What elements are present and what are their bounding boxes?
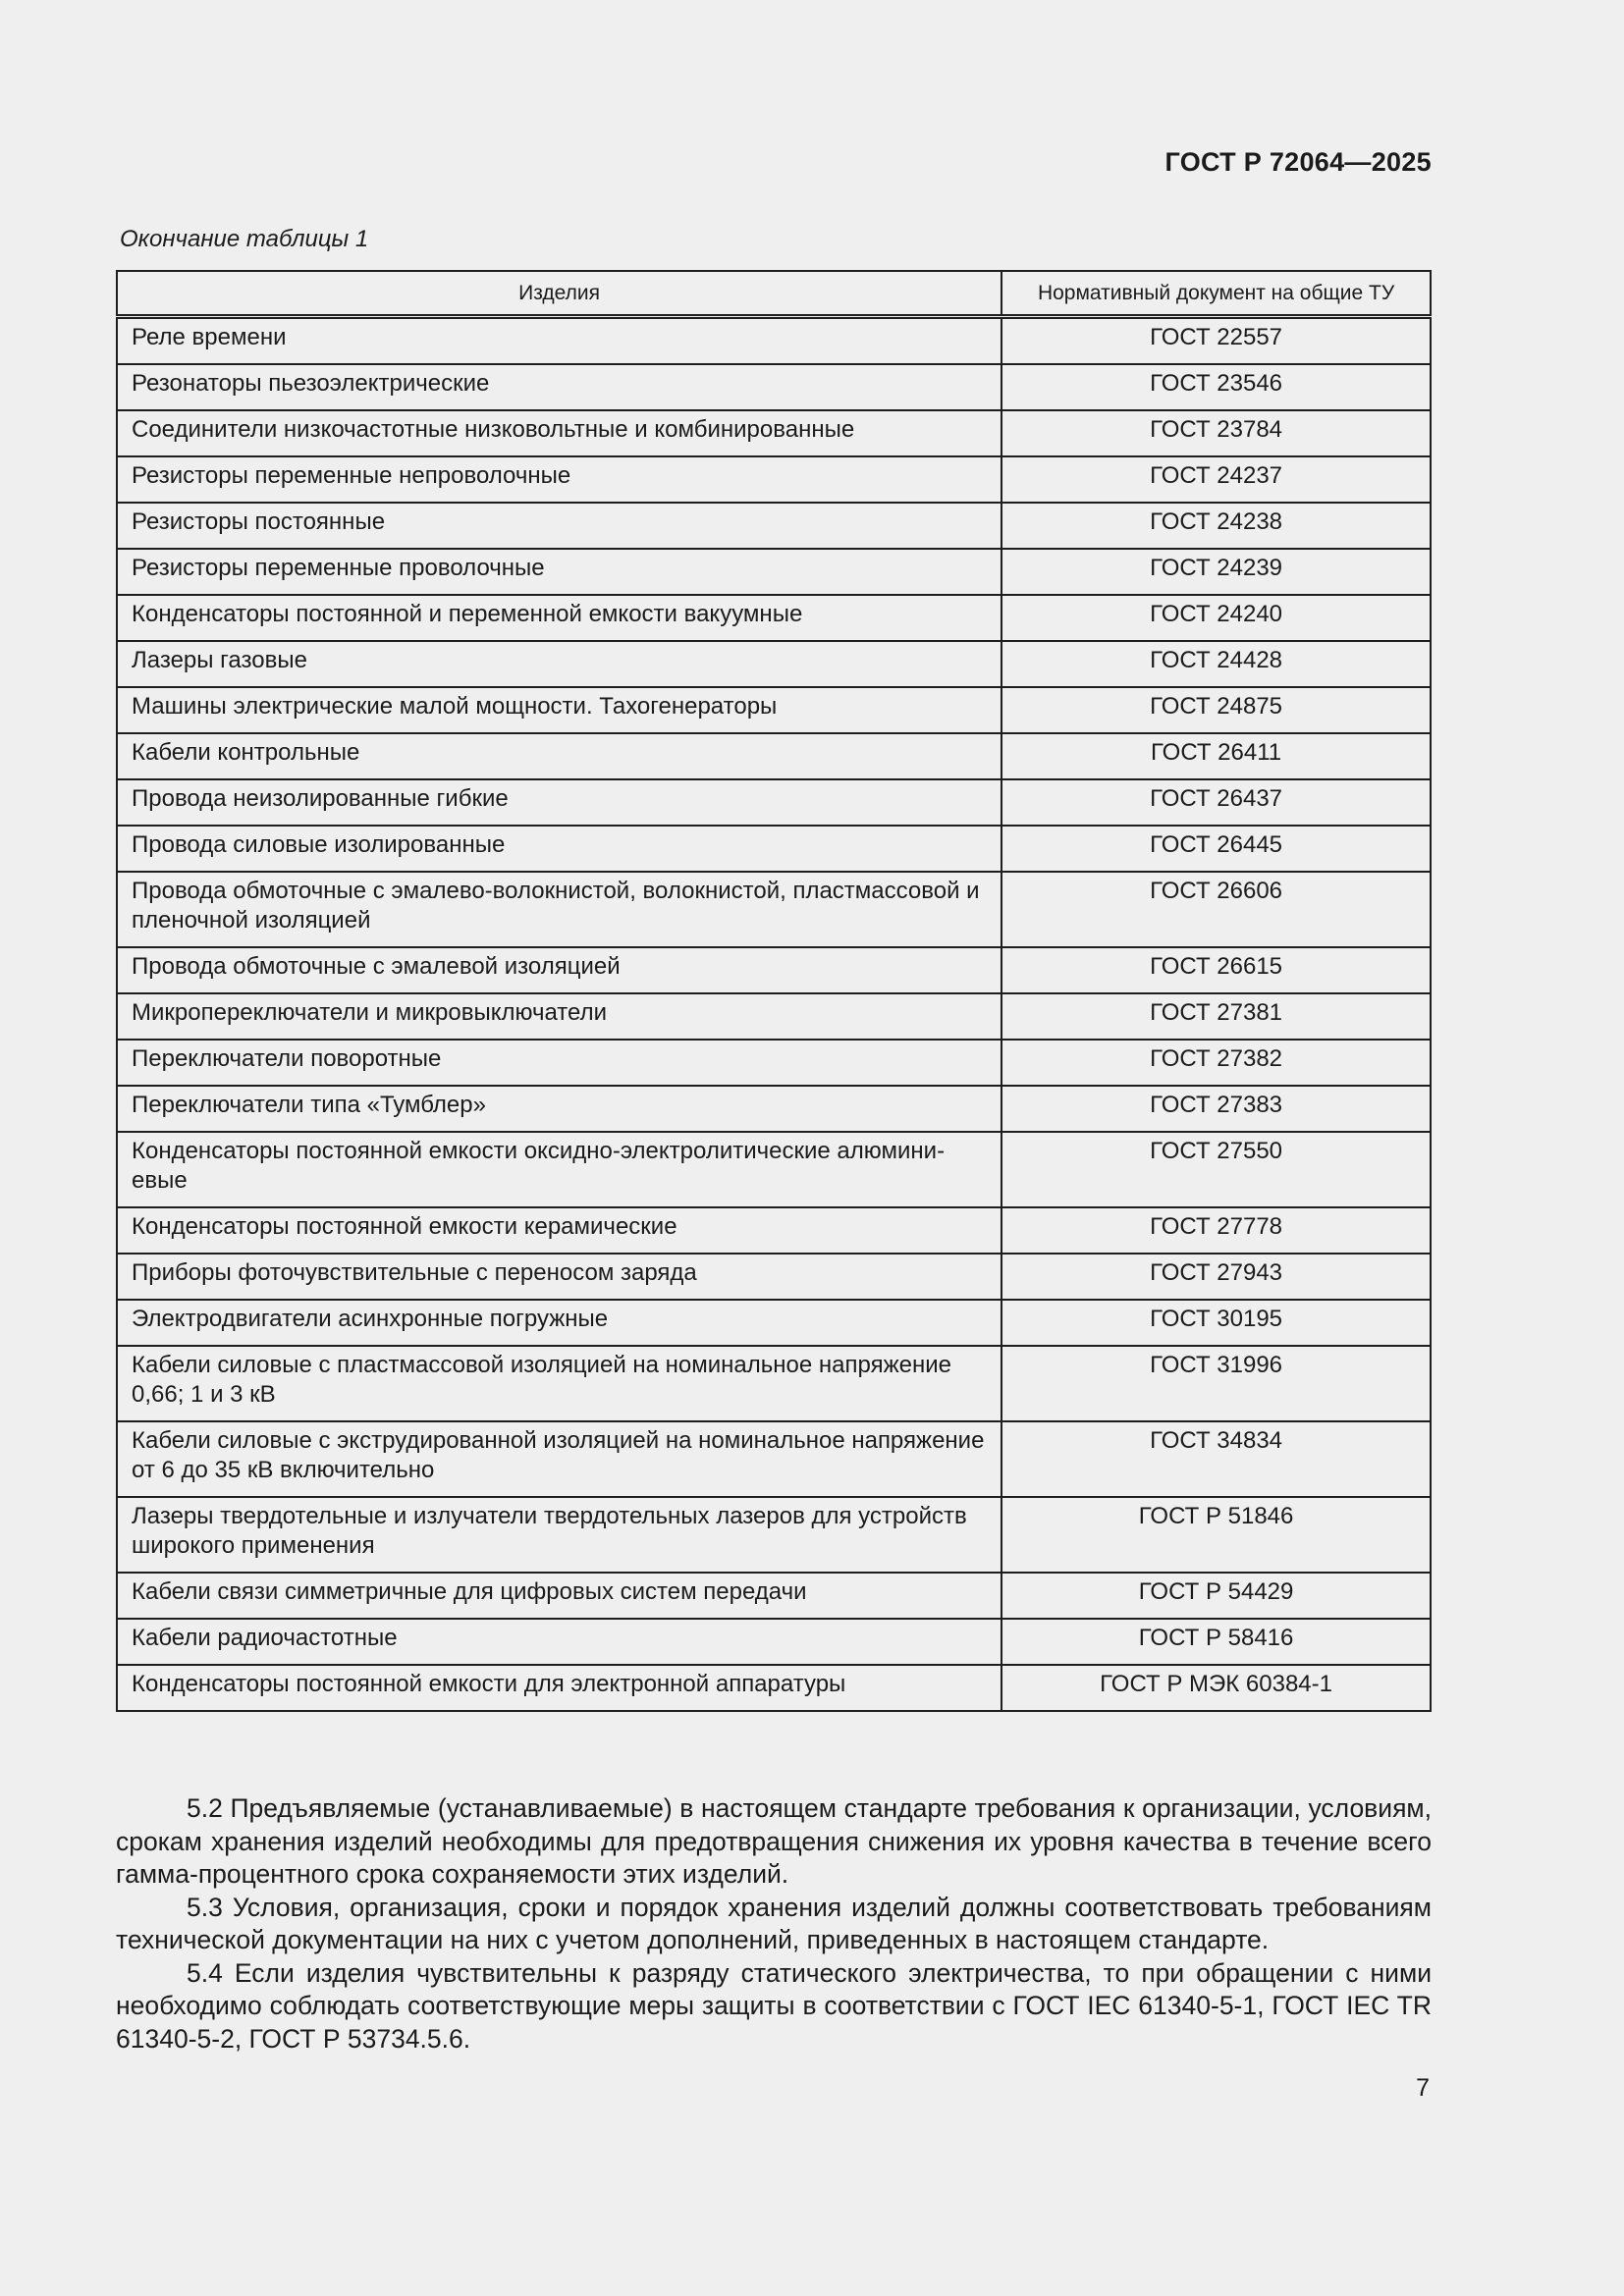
item-name-cell: Лазеры газовые: [117, 641, 1001, 687]
table-row: [117, 826, 1431, 872]
paragraph-5-2: 5.2 Предъявляемые (устанавливаемые) в настоящем стандарте требования к организации, условиям, срокам хранения изделий необходимы для предотвращения снижения их уровня качества в течение всего гамма-процентного срока сохраняемости этих изделий.: [116, 1793, 1432, 1889]
item-name-cell: Машины электрические малой мощности. Тахогенераторы: [117, 687, 1001, 733]
item-name-cell: Переключатели типа «Тумблер»: [117, 1086, 1001, 1132]
document-cell: ГОСТ 27778: [1001, 1207, 1431, 1254]
document-cell: ГОСТ 27943: [1001, 1254, 1431, 1300]
item-name-cell: Провода обмоточные с эмалево-волокнистой, волокнистой, пластмассовой и пленочной изоляцией: [117, 872, 1001, 947]
document-cell: ГОСТ 24875: [1001, 687, 1431, 733]
document-code: ГОСТ Р 72064—2025: [1164, 147, 1432, 177]
table-row: [117, 1665, 1431, 1711]
document-cell: ГОСТ 23546: [1001, 364, 1431, 410]
item-name-cell: Конденсаторы постоянной емкости оксидно-электролитические алюминиевые: [117, 1132, 1001, 1207]
document-cell: ГОСТ 24237: [1001, 456, 1431, 503]
document-cell: ГОСТ 26615: [1001, 947, 1431, 993]
item-name-cell: Реле времени: [117, 317, 1001, 365]
table-row: [117, 317, 1431, 365]
document-cell: ГОСТ 27382: [1001, 1040, 1431, 1086]
item-name-cell: Конденсаторы постоянной емкости керамические: [117, 1207, 1001, 1254]
table-row: [117, 1497, 1431, 1573]
table-row: [117, 1573, 1431, 1619]
table-row: [117, 1207, 1431, 1254]
document-cell: ГОСТ 24239: [1001, 549, 1431, 595]
item-name-cell: Провода силовые изолированные: [117, 826, 1001, 872]
document-cell: ГОСТ 30195: [1001, 1300, 1431, 1346]
table-row: [117, 364, 1431, 410]
table-row: [117, 1300, 1431, 1346]
table-row: [117, 733, 1431, 779]
document-cell: ГОСТ 22557: [1001, 317, 1431, 365]
table-row: [117, 687, 1431, 733]
item-name-cell: Кабели силовые с экструдированной изоляцией на номинальное напряжение от 6 до 35 кВ включительно: [117, 1421, 1001, 1497]
table-row: [117, 1254, 1431, 1300]
document-cell: ГОСТ 26606: [1001, 872, 1431, 947]
table-row: [117, 872, 1431, 947]
paragraph-5-4: 5.4 Если изделия чувствительны к разряду статического электричества, то при обращении с ними необходимо соблюдать соответствующие меры защиты в соответствии с ГОСТ IEC 61340-5-1, ГОСТ IEC TR 61340-5-2, ГОСТ Р 53734.5.6.: [116, 1957, 1432, 2054]
document-cell: ГОСТ 34834: [1001, 1421, 1431, 1497]
table-caption: Окончание таблицы 1: [120, 226, 369, 252]
table-row: [117, 1086, 1431, 1132]
table-row: [117, 410, 1431, 456]
document-cell: ГОСТ 24240: [1001, 595, 1431, 641]
item-name-cell: Кабели силовые с пластмассовой изоляцией на номинальное напряжение 0,66; 1 и 3 кВ: [117, 1346, 1001, 1421]
table-row: [117, 456, 1431, 503]
standards-table: [116, 270, 1432, 1712]
document-cell: ГОСТ 26411: [1001, 733, 1431, 779]
table-row: [117, 1619, 1431, 1665]
table-row: [117, 947, 1431, 993]
table-row: [117, 1421, 1431, 1497]
item-name-cell: Кабели радиочастотные: [117, 1619, 1001, 1665]
document-cell: ГОСТ 26437: [1001, 779, 1431, 826]
item-name-cell: Резонаторы пьезоэлектрические: [117, 364, 1001, 410]
item-name-cell: Провода обмоточные с эмалевой изоляцией: [117, 947, 1001, 993]
table-row: [117, 549, 1431, 595]
body-text: [116, 1792, 1432, 2056]
item-name-cell: Переключатели поворотные: [117, 1040, 1001, 1086]
item-name-cell: Провода неизолированные гибкие: [117, 779, 1001, 826]
item-name-cell: Резисторы переменные проволочные: [117, 549, 1001, 595]
table-row: [117, 993, 1431, 1040]
table-row: [117, 503, 1431, 549]
item-name-cell: Кабели связи симметричные для цифровых систем передачи: [117, 1573, 1001, 1619]
item-name-cell: Конденсаторы постоянной емкости для электронной аппаратуры: [117, 1665, 1001, 1711]
table-header-row: [117, 271, 1431, 317]
item-name-cell: Электродвигатели асинхронные погружные: [117, 1300, 1001, 1346]
document-cell: ГОСТ Р 51846: [1001, 1497, 1431, 1573]
document-cell: ГОСТ 27550: [1001, 1132, 1431, 1207]
item-name-cell: Кабели контрольные: [117, 733, 1001, 779]
item-name-cell: Резисторы постоянные: [117, 503, 1001, 549]
item-name-cell: Лазеры твердотельные и излучатели твердотельных лазеров для устройств широкого применения: [117, 1497, 1001, 1573]
document-cell: ГОСТ 24238: [1001, 503, 1431, 549]
paragraph-5-3: 5.3 Условия, организация, сроки и порядок хранения изделий должны соответствовать требованиям технической документации на них с учетом дополнений, приведенных в настоящем стандарте.: [116, 1892, 1432, 1954]
document-cell: ГОСТ 26445: [1001, 826, 1431, 872]
document-cell: ГОСТ Р МЭК 60384-1: [1001, 1665, 1431, 1711]
document-cell: ГОСТ 27381: [1001, 993, 1431, 1040]
document-cell: ГОСТ 31996: [1001, 1346, 1431, 1421]
document-cell: ГОСТ Р 58416: [1001, 1619, 1431, 1665]
item-name-cell: Микропереключатели и микровыключатели: [117, 993, 1001, 1040]
column-header-items: Изделия: [117, 271, 1001, 317]
table-row: [117, 1346, 1431, 1421]
table-row: [117, 641, 1431, 687]
table-row: [117, 595, 1431, 641]
document-cell: ГОСТ Р 54429: [1001, 1573, 1431, 1619]
table-row: [117, 1132, 1431, 1207]
item-name-cell: Соединители низкочастотные низковольтные и комбинированные: [117, 410, 1001, 456]
table-row: [117, 779, 1431, 826]
document-cell: ГОСТ 23784: [1001, 410, 1431, 456]
document-cell: ГОСТ 27383: [1001, 1086, 1431, 1132]
table-body: [117, 317, 1431, 1712]
item-name-cell: Приборы фоточувствительные с переносом заряда: [117, 1254, 1001, 1300]
column-header-document: Нормативный документ на общие ТУ: [1001, 271, 1431, 317]
table-row: [117, 1040, 1431, 1086]
item-name-cell: Конденсаторы постоянной и переменной емкости вакуумные: [117, 595, 1001, 641]
page-number: 7: [1416, 2074, 1430, 2102]
document-cell: ГОСТ 24428: [1001, 641, 1431, 687]
item-name-cell: Резисторы переменные непроволочные: [117, 456, 1001, 503]
